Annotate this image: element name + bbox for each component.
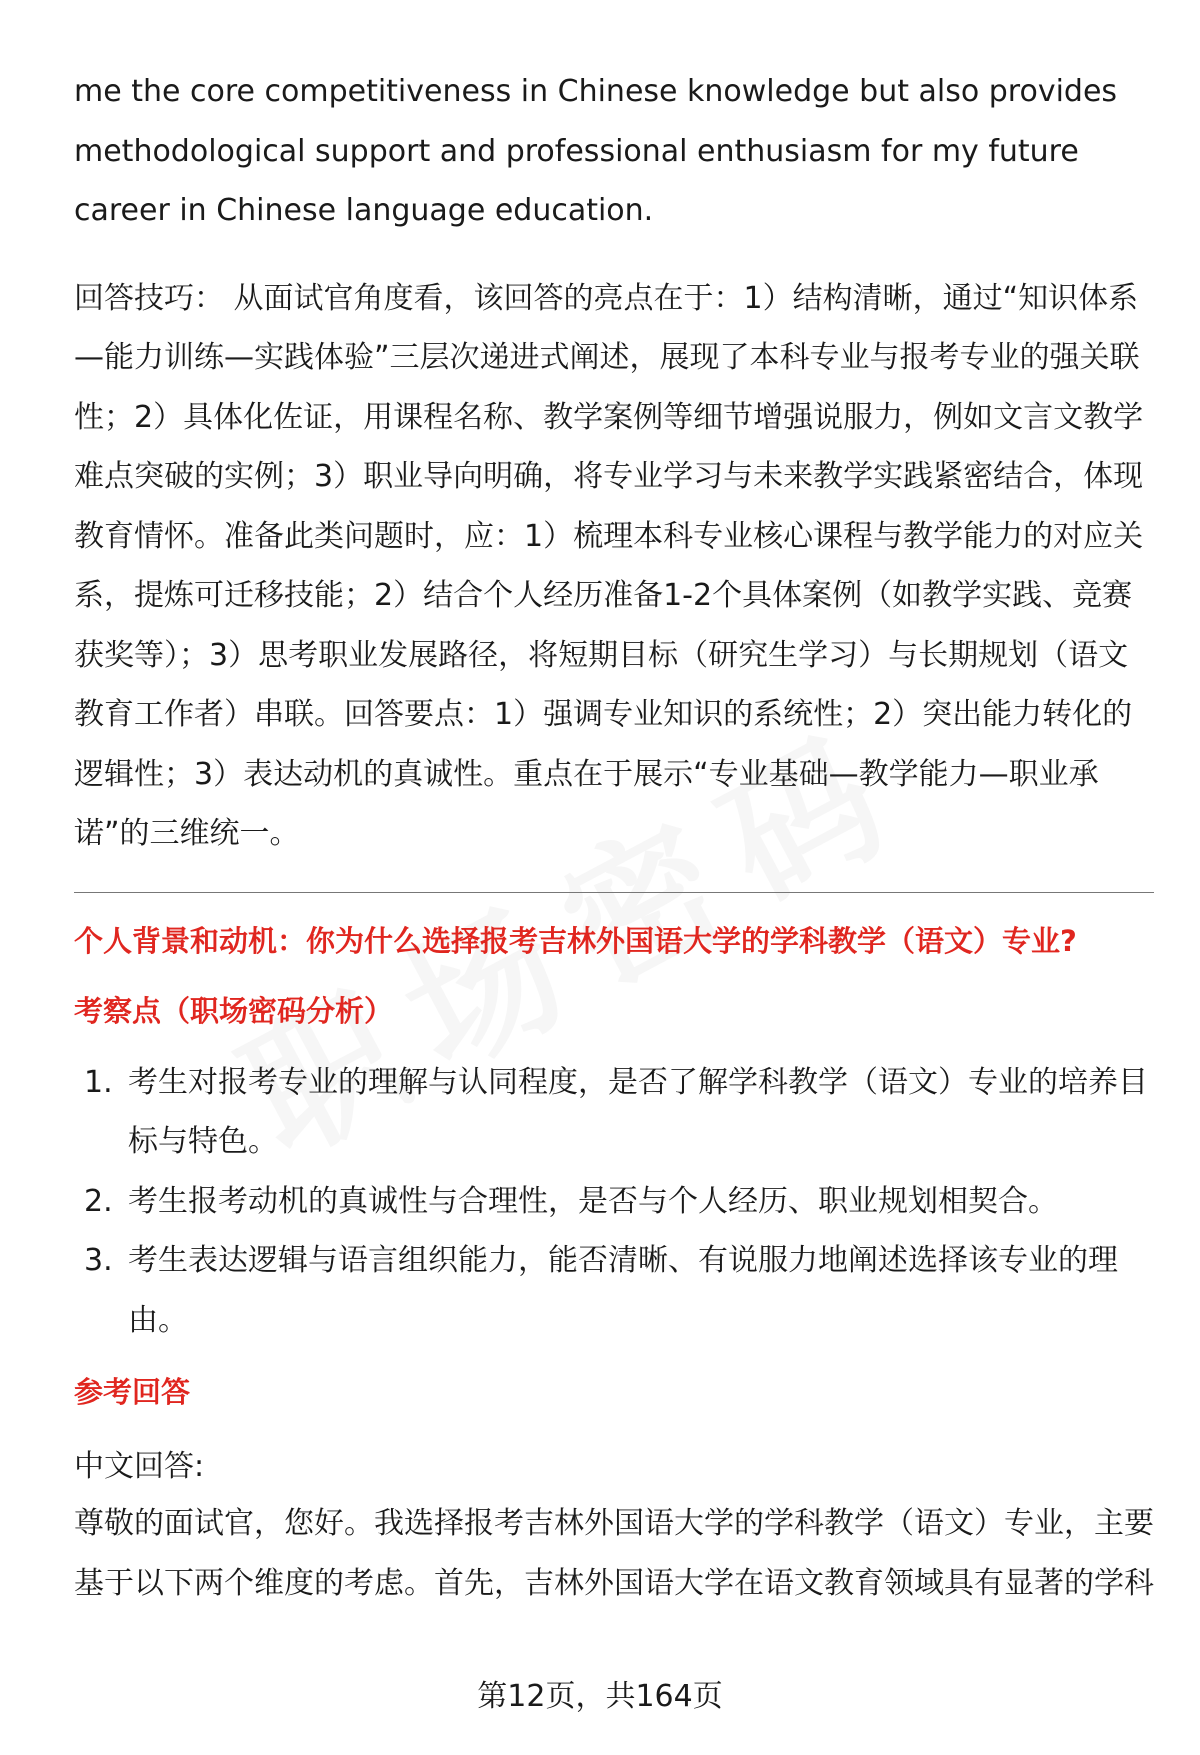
question-heading: 个人背景和动机：你为什么选择报考吉林外国语大学的学科教学（语文）专业? — [74, 923, 1077, 958]
list-number: 1. — [84, 1064, 113, 1100]
list-item-text: 考生对报考专业的理解与认同程度，是否了解学科教学（语文）专业的培养目标与特色。 — [128, 1064, 1148, 1159]
section-divider — [74, 892, 1154, 893]
list-item — [74, 1053, 1154, 1172]
reference-answer-heading: 参考回答 — [74, 1375, 191, 1409]
chinese-answer-label: 中文回答: — [74, 1449, 205, 1484]
chinese-answer-text: 尊敬的面试官，您好。我选择报考吉林外国语大学的学科教学（语文）专业，主要基于以下两个维度的考虑。首先，吉林外国语大学在语文教育领域具有显著的学科 — [74, 1506, 1154, 1601]
answer-tips-paragraph: 回答技巧： 从面试官角度看，该回答的亮点在于：1）结构清晰，通过“知识体系—能力训练—实践体验”三层次递进式阐述，展现了本科专业与报考专业的强关联性；2）具体化佐证，用课程名称、教学案例等细节增强说服力，例如文言文教学难点突破的实例；3）职业导向明确，将专业学习与未来教学实践紧密结合，体现教育情怀。准备此类问题时，应：1）梳理本科专业核心课程与教学能力的对应关系，提炼可迁移技能；2）结合个人经历准备1-2个具体案例（如教学实践、竞赛获奖等）；3）思考职业发展路径，将短期目标（研究生学习）与长期规划（语文教育工作者）串联。回答要点：1）强调专业知识的系统性；2）突出能力转化的逻辑性；3）表达动机的真诚性。重点在于展示“专业基础—教学能力—职业承诺”的三维统一。 — [74, 280, 1144, 851]
intro-paragraph: me the core competitiveness in Chinese knowledge but also provides methodological support and professional enthusiasm for my future career in Chinese language education. — [74, 74, 1118, 228]
list-number: 3. — [84, 1243, 113, 1278]
page-content — [74, 62, 1154, 1613]
list-item — [74, 1231, 1154, 1350]
exam-points-list — [74, 1053, 1154, 1351]
page-number: 第12页，共164页 — [477, 1679, 723, 1714]
list-item-text: 考生表达逻辑与语言组织能力，能否清晰、有说服力地阐述选择该专业的理由。 — [128, 1243, 1118, 1338]
list-number: 2. — [84, 1183, 113, 1219]
list-item-text: 考生报考动机的真诚性与合理性，是否与个人经历、职业规划相契合。 — [128, 1183, 1058, 1219]
list-item — [74, 1172, 1154, 1232]
exam-points-heading: 考察点（职场密码分析） — [74, 993, 394, 1028]
